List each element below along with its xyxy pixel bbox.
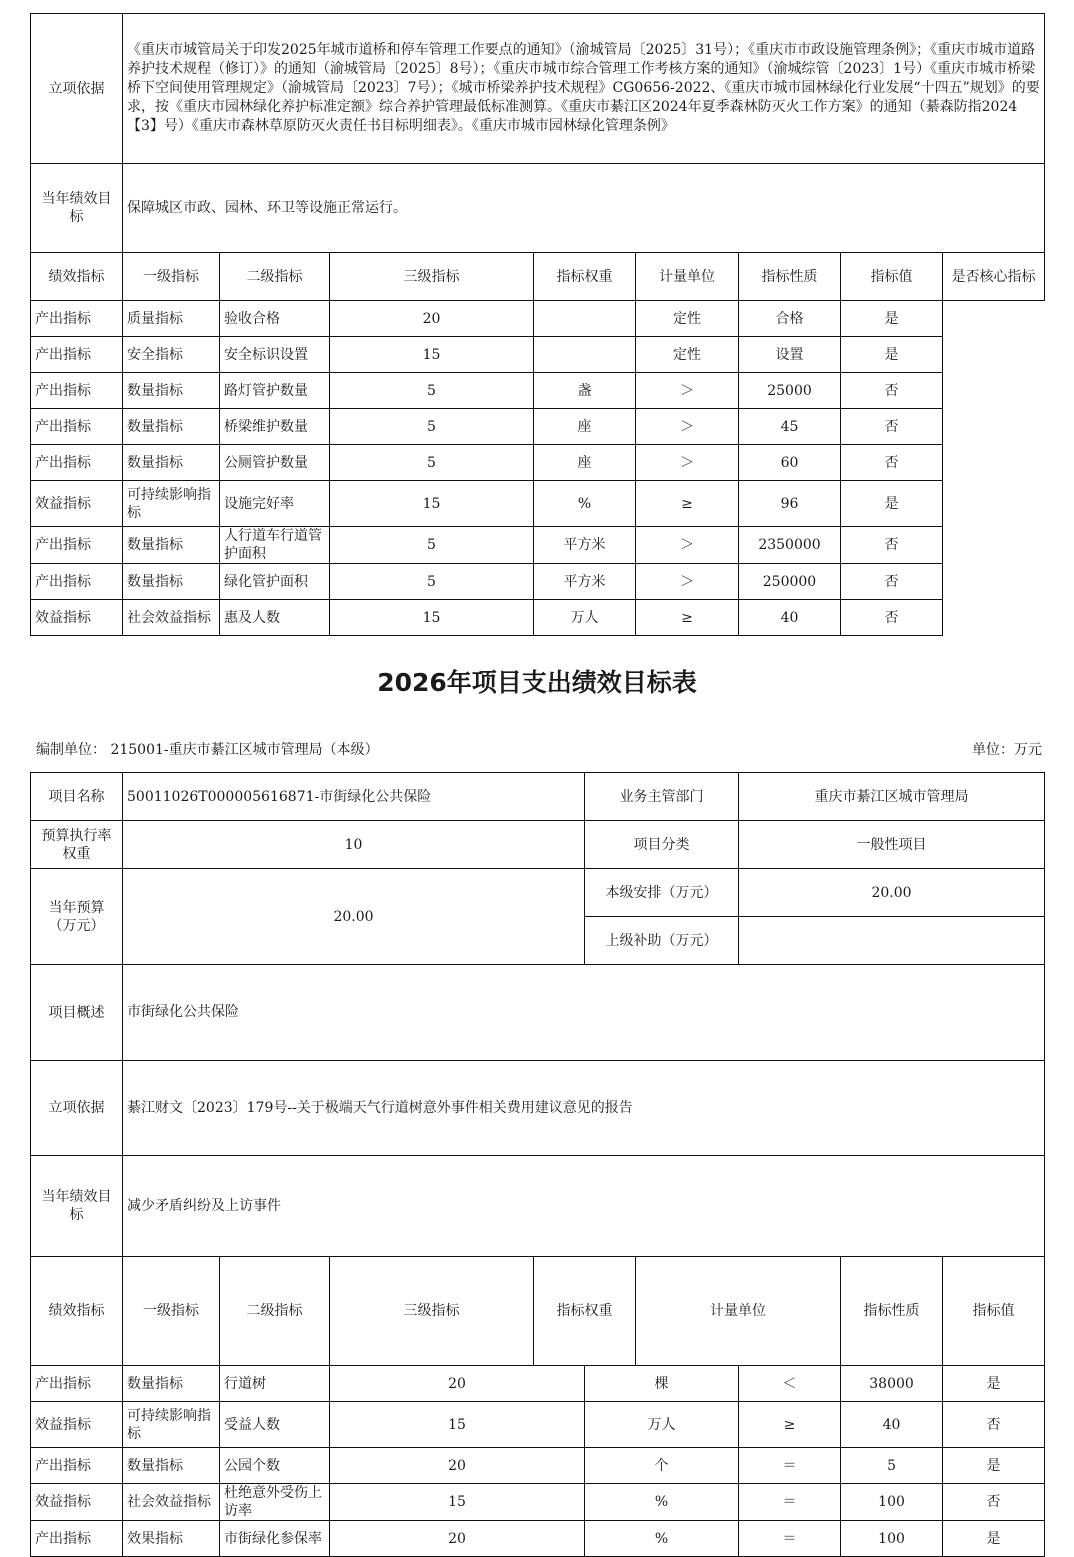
budget-label: 当年预算（万元） xyxy=(31,869,123,965)
cell-unit: % xyxy=(585,1521,739,1557)
basis-row xyxy=(31,1061,1045,1156)
indicator-row xyxy=(31,301,1045,337)
cell-level3: 杜绝意外受伤上访率 xyxy=(220,1484,330,1521)
cell-core: 否 xyxy=(943,1402,1045,1448)
cell-nature: ＞ xyxy=(636,409,739,445)
exec-weight-value: 10 xyxy=(123,821,585,869)
cell-level2: 效果指标 xyxy=(123,1521,220,1557)
cell-weight: 5 xyxy=(330,409,534,445)
cell-weight: 5 xyxy=(330,445,534,481)
cell-value: 38000 xyxy=(841,1366,943,1402)
indicator-row xyxy=(31,373,1045,409)
overview-row xyxy=(31,965,1045,1061)
cell-level1: 产出指标 xyxy=(31,445,123,481)
indicator-row xyxy=(31,481,1045,527)
superior-funding-label: 上级补助（万元） xyxy=(585,917,739,965)
cell-level2: 数量指标 xyxy=(123,409,220,445)
goal-text: 保障城区市政、园林、环卫等设施正常运行。 xyxy=(123,164,1045,253)
exec-weight-row xyxy=(31,821,1045,869)
cell-nature: ＝ xyxy=(739,1484,841,1521)
cell-weight: 15 xyxy=(330,600,534,636)
cell-weight: 15 xyxy=(330,481,534,527)
cell-core: 否 xyxy=(943,1484,1045,1521)
cell-level1: 产出指标 xyxy=(31,409,123,445)
cell-level2: 社会效益指标 xyxy=(123,1484,220,1521)
indicator-row xyxy=(31,1521,1045,1557)
cell-level2: 数量指标 xyxy=(123,373,220,409)
cell-weight: 15 xyxy=(330,1402,585,1448)
cell-level3: 市街绿化参保率 xyxy=(220,1521,330,1557)
header-unit: 计量单位 xyxy=(636,1257,841,1366)
cell-value: 设置 xyxy=(739,337,841,373)
cell-nature: ＞ xyxy=(636,564,739,600)
basis-label: 立项依据 xyxy=(31,14,123,164)
indicator-header-row xyxy=(31,1257,1045,1366)
cell-weight: 20 xyxy=(330,301,534,337)
local-funding-value: 20.00 xyxy=(739,869,1045,917)
cell-nature: 定性 xyxy=(636,337,739,373)
cell-level1: 产出指标 xyxy=(31,337,123,373)
cell-level1: 效益指标 xyxy=(31,1484,123,1521)
cell-level2: 安全指标 xyxy=(123,337,220,373)
cell-level2: 可持续影响指标 xyxy=(123,1402,220,1448)
project1-performance-table xyxy=(30,13,1045,636)
indicator-row xyxy=(31,1484,1045,1521)
cell-nature: 定性 xyxy=(636,301,739,337)
cell-value: 250000 xyxy=(739,564,841,600)
indicators-label: 绩效指标 xyxy=(31,1257,123,1366)
cell-level3: 安全标识设置 xyxy=(220,337,330,373)
cell-core: 是 xyxy=(943,1448,1045,1484)
cell-weight: 20 xyxy=(330,1366,585,1402)
cell-value: 2350000 xyxy=(739,527,841,564)
header-weight: 指标权重 xyxy=(534,1257,636,1366)
cell-core: 否 xyxy=(841,373,943,409)
dept-value: 重庆市綦江区城市管理局 xyxy=(739,773,1045,821)
project-name-value: 50011026T000005616871-市街绿化公共保险 xyxy=(123,773,585,821)
goal-row xyxy=(31,164,1045,253)
cell-level1: 效益指标 xyxy=(31,481,123,527)
basis-row xyxy=(31,14,1045,164)
header-weight: 指标权重 xyxy=(534,253,636,301)
cell-level1: 产出指标 xyxy=(31,1366,123,1402)
cell-level1: 产出指标 xyxy=(31,1521,123,1557)
cell-unit xyxy=(534,301,636,337)
cell-value: 25000 xyxy=(739,373,841,409)
basis-text: 《重庆市城管局关于印发2025年城市道桥和停车管理工作要点的通知》（渝城管局〔2025〕31号）；《重庆市市政设施管理条例》；《重庆市城市道路养护技术规程（修订）》的通知（渝城管局〔2025〕8号）；《重庆市城市综合管理工作考核方案的通知》（渝城综管〔2023〕1号）《重庆市城市桥梁桥下空间使用管理规定》（渝城管局〔2023〕7号）；《城市桥梁养护技术规程》CG0656-2022、《重庆市城市园林绿化行业发展“十四五”规划》的要求，按《重庆市园林绿化养护标准定额》综合养护管理最低标准测算。《重庆市綦江区2024年夏季森林防灭火工作方案》的通知（綦森防指2024【3】号）《重庆市森林草原防灭火责任书目标明细表》。《重庆市城市园林绿化管理条例》 xyxy=(123,14,1045,164)
cell-unit: % xyxy=(534,481,636,527)
cell-unit: 座 xyxy=(534,445,636,481)
page-title: 2026年项目支出绩效目标表 xyxy=(377,668,697,697)
cell-core: 是 xyxy=(841,301,943,337)
cell-weight: 20 xyxy=(330,1521,585,1557)
cell-core: 是 xyxy=(943,1366,1045,1402)
header-level3: 三级指标 xyxy=(330,253,534,301)
cell-level3: 桥梁维护数量 xyxy=(220,409,330,445)
indicator-row xyxy=(31,445,1045,481)
overview-text: 市街绿化公共保险 xyxy=(123,965,1045,1061)
superior-funding-value xyxy=(739,917,1045,965)
cell-weight: 5 xyxy=(330,373,534,409)
indicator-row xyxy=(31,527,1045,564)
currency-unit: 单位：万元 xyxy=(972,742,1042,758)
cell-level1: 产出指标 xyxy=(31,373,123,409)
cell-value: 96 xyxy=(739,481,841,527)
goal-label: 当年绩效目标 xyxy=(31,164,123,253)
header-value: 指标值 xyxy=(841,253,943,301)
indicator-row xyxy=(31,600,1045,636)
cell-unit: 万人 xyxy=(585,1402,739,1448)
basis-text: 綦江财文〔2023〕179号--关于极端天气行道树意外事件相关费用建议意见的报告 xyxy=(123,1061,1045,1156)
cell-weight: 5 xyxy=(330,564,534,600)
cell-level2: 可持续影响指标 xyxy=(123,481,220,527)
header-level2: 二级指标 xyxy=(220,253,330,301)
indicator-header-row xyxy=(31,253,1045,301)
cell-value: 合格 xyxy=(739,301,841,337)
cell-core: 否 xyxy=(841,527,943,564)
compiling-unit-value: 215001-重庆市綦江区城市管理局（本级） xyxy=(110,742,379,758)
cell-value: 40 xyxy=(841,1402,943,1448)
header-nature: 指标性质 xyxy=(739,253,841,301)
project-name-label: 项目名称 xyxy=(31,773,123,821)
cell-unit: 万人 xyxy=(534,600,636,636)
cell-nature: ＞ xyxy=(636,445,739,481)
cell-value: 40 xyxy=(739,600,841,636)
cell-unit xyxy=(534,337,636,373)
compiling-unit-label: 编制单位： xyxy=(36,742,106,758)
cell-level3: 受益人数 xyxy=(220,1402,330,1448)
cell-value: 100 xyxy=(841,1484,943,1521)
cell-value: 45 xyxy=(739,409,841,445)
cell-weight: 20 xyxy=(330,1448,585,1484)
cell-weight: 5 xyxy=(330,527,534,564)
cell-value: 100 xyxy=(841,1521,943,1557)
cell-unit: 平方米 xyxy=(534,527,636,564)
cell-nature: ＞ xyxy=(636,527,739,564)
indicator-row xyxy=(31,337,1045,373)
cell-level1: 产出指标 xyxy=(31,527,123,564)
cell-unit: 盏 xyxy=(534,373,636,409)
cell-level1: 产出指标 xyxy=(31,301,123,337)
cell-nature: ＜ xyxy=(739,1366,841,1402)
cell-level3: 设施完好率 xyxy=(220,481,330,527)
cell-level2: 数量指标 xyxy=(123,445,220,481)
cell-level3: 人行道车行道管护面积 xyxy=(220,527,330,564)
cell-core: 否 xyxy=(841,564,943,600)
cell-nature: ≥ xyxy=(636,600,739,636)
cell-weight: 15 xyxy=(330,1484,585,1521)
cell-nature: ≥ xyxy=(739,1402,841,1448)
cell-level3: 惠及人数 xyxy=(220,600,330,636)
overview-label: 项目概述 xyxy=(31,965,123,1061)
cell-level3: 公厕管护数量 xyxy=(220,445,330,481)
cell-nature: ＝ xyxy=(739,1448,841,1484)
dept-label: 业务主管部门 xyxy=(585,773,739,821)
category-value: 一般性项目 xyxy=(739,821,1045,869)
indicator-row xyxy=(31,409,1045,445)
cell-nature: ＝ xyxy=(739,1521,841,1557)
basis-label: 立项依据 xyxy=(31,1061,123,1156)
cell-level3: 公园个数 xyxy=(220,1448,330,1484)
header-level1: 一级指标 xyxy=(123,1257,220,1366)
cell-level2: 数量指标 xyxy=(123,1366,220,1402)
cell-value: 60 xyxy=(739,445,841,481)
cell-level3: 验收合格 xyxy=(220,301,330,337)
cell-level2: 数量指标 xyxy=(123,564,220,600)
budget-row xyxy=(31,869,1045,917)
cell-core: 否 xyxy=(841,600,943,636)
header-level2: 二级指标 xyxy=(220,1257,330,1366)
compiling-unit xyxy=(36,739,379,759)
cell-level2: 社会效益指标 xyxy=(123,600,220,636)
cell-core: 是 xyxy=(841,337,943,373)
cell-level2: 数量指标 xyxy=(123,1448,220,1484)
category-label: 项目分类 xyxy=(585,821,739,869)
cell-unit: 平方米 xyxy=(534,564,636,600)
budget-value: 20.00 xyxy=(123,869,585,965)
cell-nature: ≥ xyxy=(636,481,739,527)
exec-weight-label: 预算执行率权重 xyxy=(31,821,123,869)
cell-level1: 产出指标 xyxy=(31,564,123,600)
cell-level2: 数量指标 xyxy=(123,527,220,564)
cell-nature: ＞ xyxy=(636,373,739,409)
header-nature: 指标性质 xyxy=(841,1257,943,1366)
cell-unit: 棵 xyxy=(585,1366,739,1402)
indicator-row xyxy=(31,1366,1045,1402)
header-core: 是否核心指标 xyxy=(943,253,1045,301)
goal-row xyxy=(31,1156,1045,1257)
cell-weight: 15 xyxy=(330,337,534,373)
cell-level1: 产出指标 xyxy=(31,1448,123,1484)
indicators-label: 绩效指标 xyxy=(31,253,123,301)
header-level3: 三级指标 xyxy=(330,1257,534,1366)
cell-unit: % xyxy=(585,1484,739,1521)
cell-level1: 效益指标 xyxy=(31,1402,123,1448)
project-name-row xyxy=(31,773,1045,821)
cell-unit: 个 xyxy=(585,1448,739,1484)
cell-core: 否 xyxy=(841,409,943,445)
indicator-row xyxy=(31,1448,1045,1484)
goal-label: 当年绩效目标 xyxy=(31,1156,123,1257)
cell-core: 是 xyxy=(841,481,943,527)
cell-core: 否 xyxy=(841,445,943,481)
indicator-row xyxy=(31,1402,1045,1448)
cell-level3: 行道树 xyxy=(220,1366,330,1402)
cell-unit: 座 xyxy=(534,409,636,445)
cell-level1: 效益指标 xyxy=(31,600,123,636)
header-level1: 一级指标 xyxy=(123,253,220,301)
local-funding-label: 本级安排（万元） xyxy=(585,869,739,917)
goal-text: 减少矛盾纠纷及上访事件 xyxy=(123,1156,1045,1257)
header-value: 指标值 xyxy=(943,1257,1045,1366)
cell-level2: 质量指标 xyxy=(123,301,220,337)
project2-performance-table xyxy=(30,772,1045,1557)
cell-level3: 绿化管护面积 xyxy=(220,564,330,600)
cell-level3: 路灯管护数量 xyxy=(220,373,330,409)
indicator-row xyxy=(31,564,1045,600)
cell-core: 是 xyxy=(943,1521,1045,1557)
header-unit: 计量单位 xyxy=(636,253,739,301)
cell-value: 5 xyxy=(841,1448,943,1484)
